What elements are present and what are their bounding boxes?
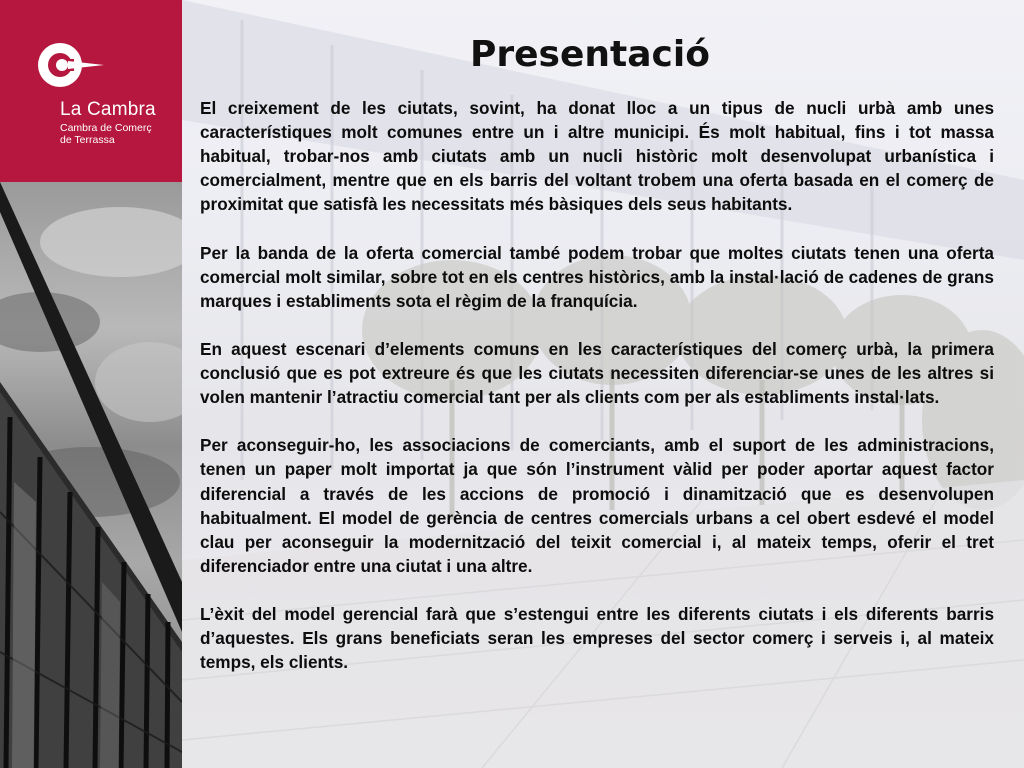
- brand-subtitle-line1: Cambra de Comerç: [60, 122, 152, 134]
- paragraph: L’èxit del model gerencial farà que s’estengui entre les diferents ciutats i els diferents barris d’aquestes. Els grans beneficiats seran les empreses del sector comerç i serveis i, al mateix temps, els clients.: [200, 603, 994, 673]
- paragraph: Per aconseguir-ho, les associacions de comerciants, amb el suport de les administracions, tenen un paper molt importat ja que són l’instrument vàlid per poder aportar aquest factor diferencial a través de les accions de promoció i dinamització que es desenvolupen habitualment. El model de gerència de centres comercials urbans a cel obert esdevé el model clau per aconseguir la modernització del teixit comercial i, al mateix temps, oferir el tret diferenciador entre una ciutat i una altre.: [200, 435, 994, 576]
- slide-title: Presentació: [470, 34, 710, 75]
- brand-panel: [0, 0, 182, 182]
- slide-body: [200, 96, 994, 674]
- cambra-logo-icon: [38, 40, 108, 90]
- brand-name: La Cambra: [60, 99, 156, 120]
- paragraph: En aquest escenari d’elements comuns en les característiques del comerç urbà, la primera conclusió que es pot extreure és que les ciutats necessiten diferenciar-se unes de les altres si volen mantenir l’atractiu comercial tant per als clients com per als establiments instal·lats.: [200, 338, 994, 408]
- brand-subtitle-line2: de Terrassa: [60, 134, 115, 146]
- building-photo: [0, 182, 182, 768]
- paragraph: Per la banda de la oferta comercial també podem trobar que moltes ciutats tenen una oferta comercial molt similar, sobre tot en els centres històrics, amb la instal·lació de cadenes de grans marques i establiments sota el règim de la franquícia.: [200, 242, 994, 311]
- paragraph: El creixement de les ciutats, sovint, ha donat lloc a un tipus de nucli urbà amb unes característiques molt comunes entre un i altre municipi. És molt habitual, fins i tot massa habitual, trobar-nos amb ciutats amb un nucli històric molt desenvolupat urbanística i comercialment, mentre que en els barris del voltant trobem una oferta basada en el comerç de proximitat que satisfà les necessitats més bàsiques dels seus habitants.: [200, 98, 994, 215]
